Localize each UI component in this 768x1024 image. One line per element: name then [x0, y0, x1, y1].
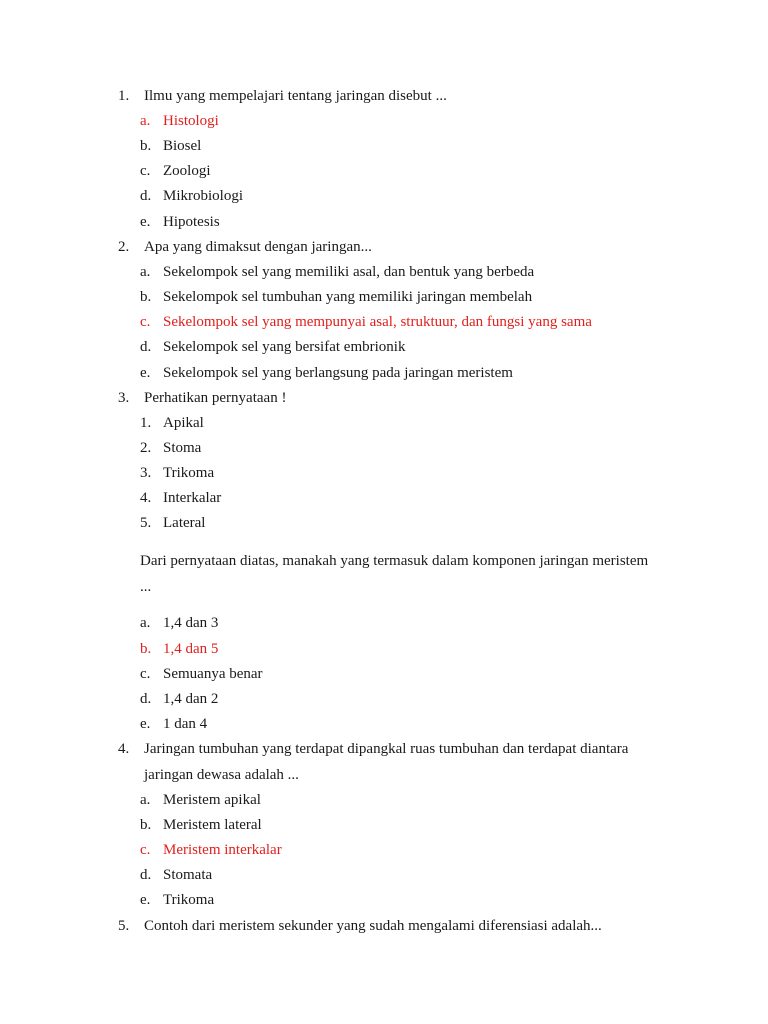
question-number: 2.	[118, 239, 130, 255]
option-marker: b.	[140, 289, 152, 305]
option-text: Sekelompok sel yang berlangsung pada jaringan meristem	[163, 365, 513, 381]
option-marker: a.	[140, 113, 151, 129]
question-number: 1.	[118, 88, 130, 104]
question-text-cont: jaringan dewasa adalah ...	[144, 767, 299, 783]
option-text: Sekelompok sel yang mempunyai asal, struktuur, dan fungsi yang sama	[163, 314, 592, 330]
option-marker: c.	[140, 842, 151, 858]
option-marker: c.	[140, 314, 151, 330]
option-text: Biosel	[163, 138, 202, 154]
option-text: Hipotesis	[163, 214, 220, 230]
option-text: Mikrobiologi	[163, 188, 244, 204]
statement-text: Trikoma	[163, 465, 215, 481]
option-text: 1 dan 4	[163, 716, 208, 732]
option-marker: d.	[140, 691, 152, 707]
option-text: Sekelompok sel yang bersifat embrionik	[163, 339, 406, 355]
statement-text: Interkalar	[163, 490, 222, 506]
option-marker: c.	[140, 163, 151, 179]
statement-marker: 5.	[140, 515, 152, 531]
option-text: Sekelompok sel tumbuhan yang memiliki jaringan membelah	[163, 289, 533, 305]
statement-marker: 3.	[140, 465, 152, 481]
statement-marker: 1.	[140, 415, 152, 431]
option-marker: b.	[140, 817, 152, 833]
option-text: Histologi	[163, 113, 219, 129]
option-marker: a.	[140, 264, 151, 280]
option-marker: b.	[140, 641, 152, 657]
question-text: Apa yang dimaksut dengan jaringan...	[144, 239, 372, 255]
statement-marker: 4.	[140, 490, 152, 506]
option-text: Trikoma	[163, 892, 215, 908]
question-text: Perhatikan pernyataan !	[144, 390, 287, 406]
option-marker: b.	[140, 138, 152, 154]
statement-text: Apikal	[163, 415, 204, 431]
question-text: Jaringan tumbuhan yang terdapat dipangkal ruas tumbuhan dan terdapat diantara	[144, 741, 629, 757]
statement-text: Lateral	[163, 515, 206, 531]
option-text: Zoologi	[163, 163, 211, 179]
question-number: 3.	[118, 390, 130, 406]
option-marker: a.	[140, 792, 151, 808]
option-text: 1,4 dan 5	[163, 641, 219, 657]
option-marker: e.	[140, 214, 151, 230]
option-marker: d.	[140, 188, 152, 204]
option-marker: c.	[140, 666, 151, 682]
question-text: Ilmu yang mempelajari tentang jaringan disebut ...	[144, 88, 447, 104]
option-text: 1,4 dan 3	[163, 615, 219, 631]
option-text: 1,4 dan 2	[163, 691, 219, 707]
prompt-ellipsis: ...	[140, 579, 152, 595]
option-marker: a.	[140, 615, 151, 631]
option-text: Semuanya benar	[163, 666, 263, 682]
question-number: 5.	[118, 918, 130, 934]
option-text: Stomata	[163, 867, 213, 883]
question-text: Contoh dari meristem sekunder yang sudah mengalami diferensiasi adalah...	[144, 918, 602, 934]
option-text: Sekelompok sel yang memiliki asal, dan bentuk yang berbeda	[163, 264, 535, 280]
option-text: Meristem apikal	[163, 792, 261, 808]
option-marker: d.	[140, 867, 152, 883]
statement-text: Stoma	[163, 440, 202, 456]
option-marker: e.	[140, 365, 151, 381]
option-text: Meristem interkalar	[163, 842, 282, 858]
option-marker: d.	[140, 339, 152, 355]
option-marker: e.	[140, 892, 151, 908]
statement-marker: 2.	[140, 440, 152, 456]
prompt-text: Dari pernyataan diatas, manakah yang termasuk dalam komponen jaringan meristem	[140, 553, 649, 569]
option-marker: e.	[140, 716, 151, 732]
option-text: Meristem lateral	[163, 817, 262, 833]
question-number: 4.	[118, 741, 130, 757]
